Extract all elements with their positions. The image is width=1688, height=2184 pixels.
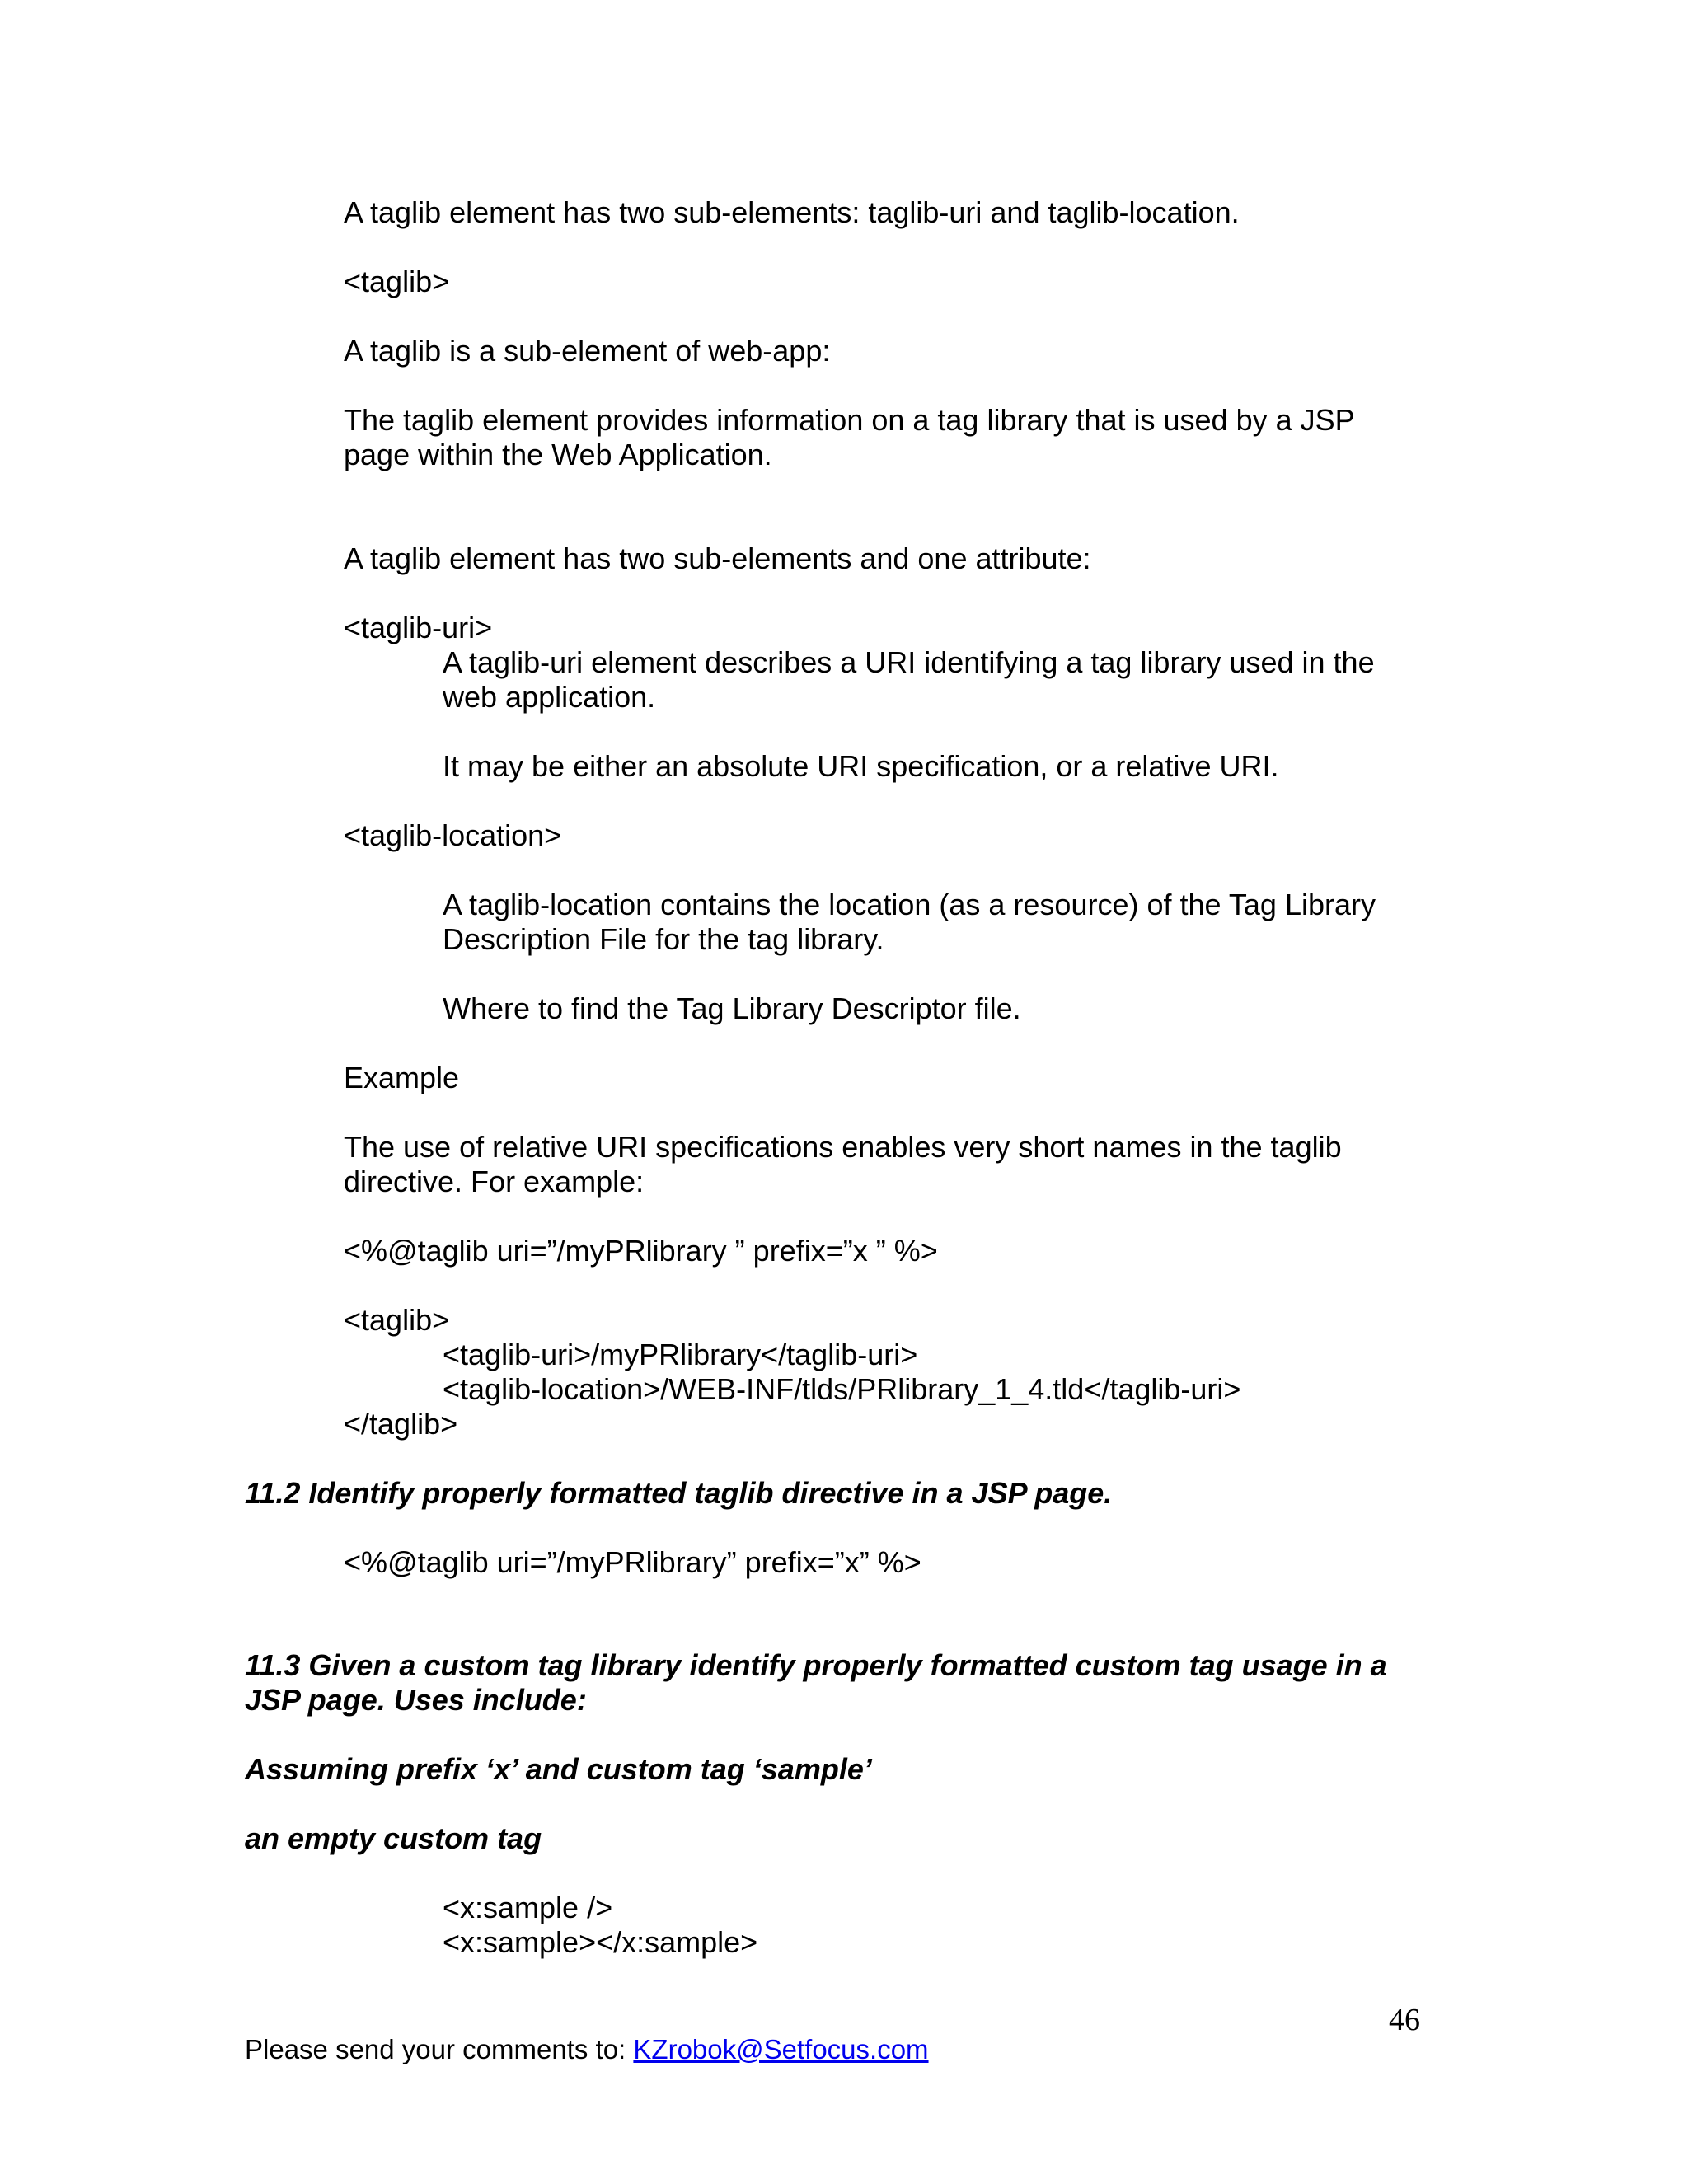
paragraph-taglib-location-desc-line2: Description File for the tag library. — [443, 922, 884, 956]
paragraph-relative-uri-line1: The use of relative URI specifications enables very short names in the taglib — [344, 1130, 1342, 1164]
code-taglib-location-tag: <taglib-location> — [344, 818, 562, 852]
paragraph-taglib-subelement-webapp: A taglib is a sub-element of web-app: — [344, 334, 831, 368]
page-number: 46 — [1389, 2003, 1420, 2037]
footer-comments — [245, 2032, 929, 2067]
label-example: Example — [344, 1061, 460, 1094]
heading-assuming-prefix: Assuming prefix ‘x’ and custom tag ‘sample’ — [245, 1752, 872, 1786]
paragraph-relative-uri-line2: directive. For example: — [344, 1165, 645, 1198]
code-taglib-uri-value: <taglib-uri>/myPRlibrary</taglib-uri> — [443, 1338, 918, 1371]
heading-11-3-line2: JSP page. Uses include: — [245, 1683, 587, 1717]
paragraph-taglib-uri-desc-line1: A taglib-uri element describes a URI identifying a tag library used in the — [443, 645, 1375, 679]
code-taglib-location-value: <taglib-location>/WEB-INF/tlds/PRlibrary_1_4.tld</taglib-uri> — [443, 1372, 1241, 1406]
paragraph-two-subelements-one-attribute: A taglib element has two sub-elements and one attribute: — [344, 541, 1091, 575]
code-taglib-tag: <taglib> — [344, 265, 450, 298]
code-taglib-close: </taglib> — [344, 1407, 458, 1441]
paragraph-taglib-location-desc-line1: A taglib-location contains the location (as a resource) of the Tag Library — [443, 888, 1376, 921]
code-empty-tag-selfclosing: <x:sample /> — [443, 1891, 613, 1924]
paragraph-taglib-uri-desc-line2: web application. — [443, 680, 656, 714]
paragraph-taglib-provides-line1: The taglib element provides information on a tag library that is used by a JSP — [344, 403, 1355, 437]
heading-11-3-line1: 11.3 Given a custom tag library identify properly formatted custom tag usage in a — [245, 1648, 1387, 1682]
code-taglib-uri-tag: <taglib-uri> — [344, 611, 493, 644]
heading-empty-custom-tag: an empty custom tag — [245, 1821, 542, 1855]
footer-comments-label: Please send your comments to: — [245, 2034, 634, 2064]
paragraph-taglib-subelements: A taglib element has two sub-elements: taglib-uri and taglib-location. — [344, 195, 1240, 229]
code-taglib-open: <taglib> — [344, 1303, 450, 1337]
paragraph-where-to-find-tld: Where to find the Tag Library Descriptor file. — [443, 991, 1021, 1025]
code-empty-tag-pair: <x:sample></x:sample> — [443, 1925, 758, 1959]
footer-email-link[interactable]: KZrobok@Setfocus.com — [633, 2034, 929, 2064]
code-taglib-directive-example: <%@taglib uri=”/myPRlibrary ” prefix=”x ” %> — [344, 1234, 938, 1268]
paragraph-taglib-provides-line2: page within the Web Application. — [344, 438, 772, 471]
paragraph-absolute-or-relative-uri: It may be either an absolute URI specification, or a relative URI. — [443, 749, 1279, 783]
heading-11-2: 11.2 Identify properly formatted taglib directive in a JSP page. — [245, 1476, 1113, 1510]
code-taglib-directive-formatted: <%@taglib uri=”/myPRlibrary” prefix=”x” %> — [344, 1545, 921, 1579]
